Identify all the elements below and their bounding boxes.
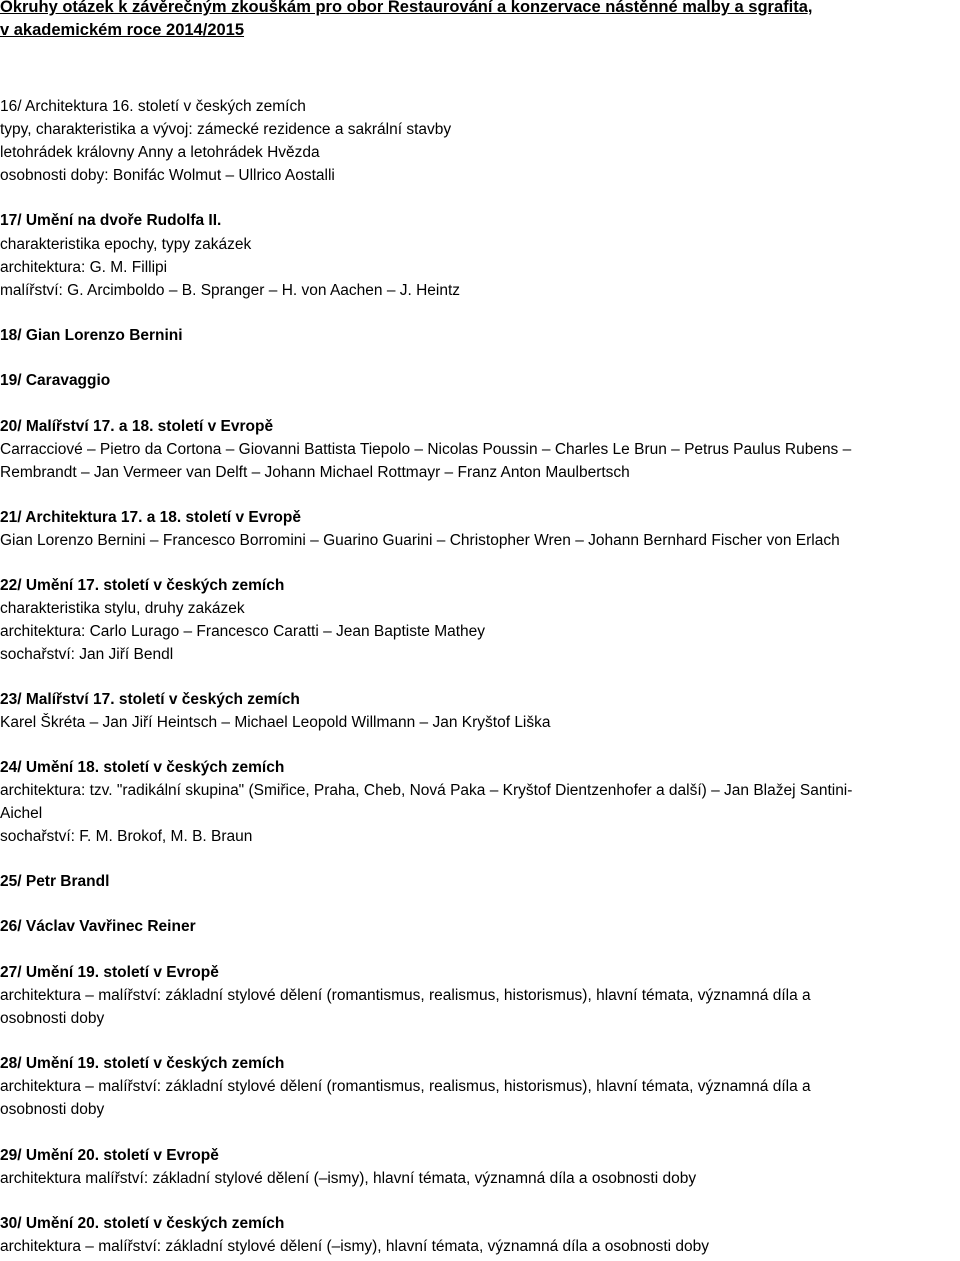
topic-detail-line: architektura: G. M. Fillipi [0, 259, 168, 276]
topic-heading: 19/ Caravaggio [0, 372, 111, 389]
topic-heading: 30/ Umění 20. století v českých zemích [0, 1215, 285, 1232]
topic-heading: 26/ Václav Vavřinec Reiner [0, 918, 196, 935]
topic-heading: 18/ Gian Lorenzo Bernini [0, 327, 183, 344]
topic-detail-line: architektura – malířství: základní stylové dělení (–ismy), hlavní témata, významná díla a osobnosti doby [0, 1238, 710, 1255]
topic-heading: 25/ Petr Brandl [0, 873, 110, 890]
topic-detail-line: architektura – malířství: základní stylové dělení (romantismus, realismus, historismus), hlavní témata, významná díla a [0, 1078, 811, 1095]
topic-heading: 29/ Umění 20. století v Evropě [0, 1147, 219, 1164]
topic-detail-line: malířství: G. Arcimboldo – B. Spranger – H. von Aachen – J. Heintz [0, 282, 461, 299]
topic-detail-line: osobnosti doby [0, 1010, 105, 1027]
topic-detail-line: sochařství: Jan Jiří Bendl [0, 646, 174, 663]
document-title-line-2: v akademickém roce 2014/2015 [0, 21, 245, 39]
topic-detail-line: architektura – malířství: základní stylové dělení (romantismus, realismus, historismus), hlavní témata, významná díla a [0, 987, 811, 1004]
topic-detail-line: Aichel [0, 805, 43, 822]
topic-heading: 24/ Umění 18. století v českých zemích [0, 759, 285, 776]
topic-heading: 16/ Architektura 16. století v českých zemích [0, 98, 306, 115]
topic-detail-line: Carracciové – Pietro da Cortona – Giovanni Battista Tiepolo – Nicolas Poussin – Charles Le Brun – Petrus Paulus Rubens – [0, 441, 852, 458]
topic-heading: 17/ Umění na dvoře Rudolfa II. [0, 212, 222, 229]
document-title [0, 0, 960, 42]
topic-heading: 20/ Malířství 17. a 18. století v Evropě [0, 418, 274, 435]
topic-heading: 23/ Malířství 17. století v českých zemích [0, 691, 300, 708]
topic-heading: 27/ Umění 19. století v Evropě [0, 964, 219, 981]
topic-detail-line: letohrádek královny Anny a letohrádek Hvězda [0, 144, 320, 161]
topic-heading: 28/ Umění 19. století v českých zemích [0, 1055, 285, 1072]
topic-detail-line: charakteristika stylu, druhy zakázek [0, 600, 245, 617]
topic-heading: 22/ Umění 17. století v českých zemích [0, 577, 285, 594]
topic-detail-line: architektura: Carlo Lurago – Francesco Caratti – Jean Baptiste Mathey [0, 623, 486, 640]
document-title-line-1: Okruhy otázek k závěrečným zkouškám pro obor Restaurování a konzervace nástěnné malby a sgrafita, [0, 0, 813, 16]
topic-heading: 21/ Architektura 17. a 18. století v Evropě [0, 509, 301, 526]
topic-detail-line: osobnosti doby: Bonifác Wolmut – Ullrico Aostalli [0, 167, 335, 184]
topic-detail-line: Gian Lorenzo Bernini – Francesco Borromini – Guarino Guarini – Christopher Wren – Johann Bernhard Fischer von Erlach [0, 532, 840, 549]
topic-detail-line: typy, charakteristika a vývoj: zámecké rezidence a sakrální stavby [0, 121, 452, 138]
topic-detail-line: sochařství: F. M. Brokof, M. B. Braun [0, 828, 253, 845]
topic-detail-line: osobnosti doby [0, 1101, 105, 1118]
topic-detail-line: architektura: tzv. "radikální skupina" (Smiřice, Praha, Cheb, Nová Paka – Kryštof Dientzenhofer a další) – Jan Blažej Santini- [0, 782, 853, 799]
topic-detail-line: architektura malířství: základní stylové dělení (–ismy), hlavní témata, významná díla a osobnosti doby [0, 1170, 697, 1187]
topic-detail-line: Karel Škréta – Jan Jiří Heintsch – Michael Leopold Willmann – Jan Kryštof Liška [0, 714, 551, 731]
topic-detail-line: charakteristika epochy, typy zakázek [0, 236, 252, 253]
topic-detail-line: Rembrandt – Jan Vermeer van Delft – Johann Michael Rottmayr – Franz Anton Maulbertsch [0, 464, 630, 481]
